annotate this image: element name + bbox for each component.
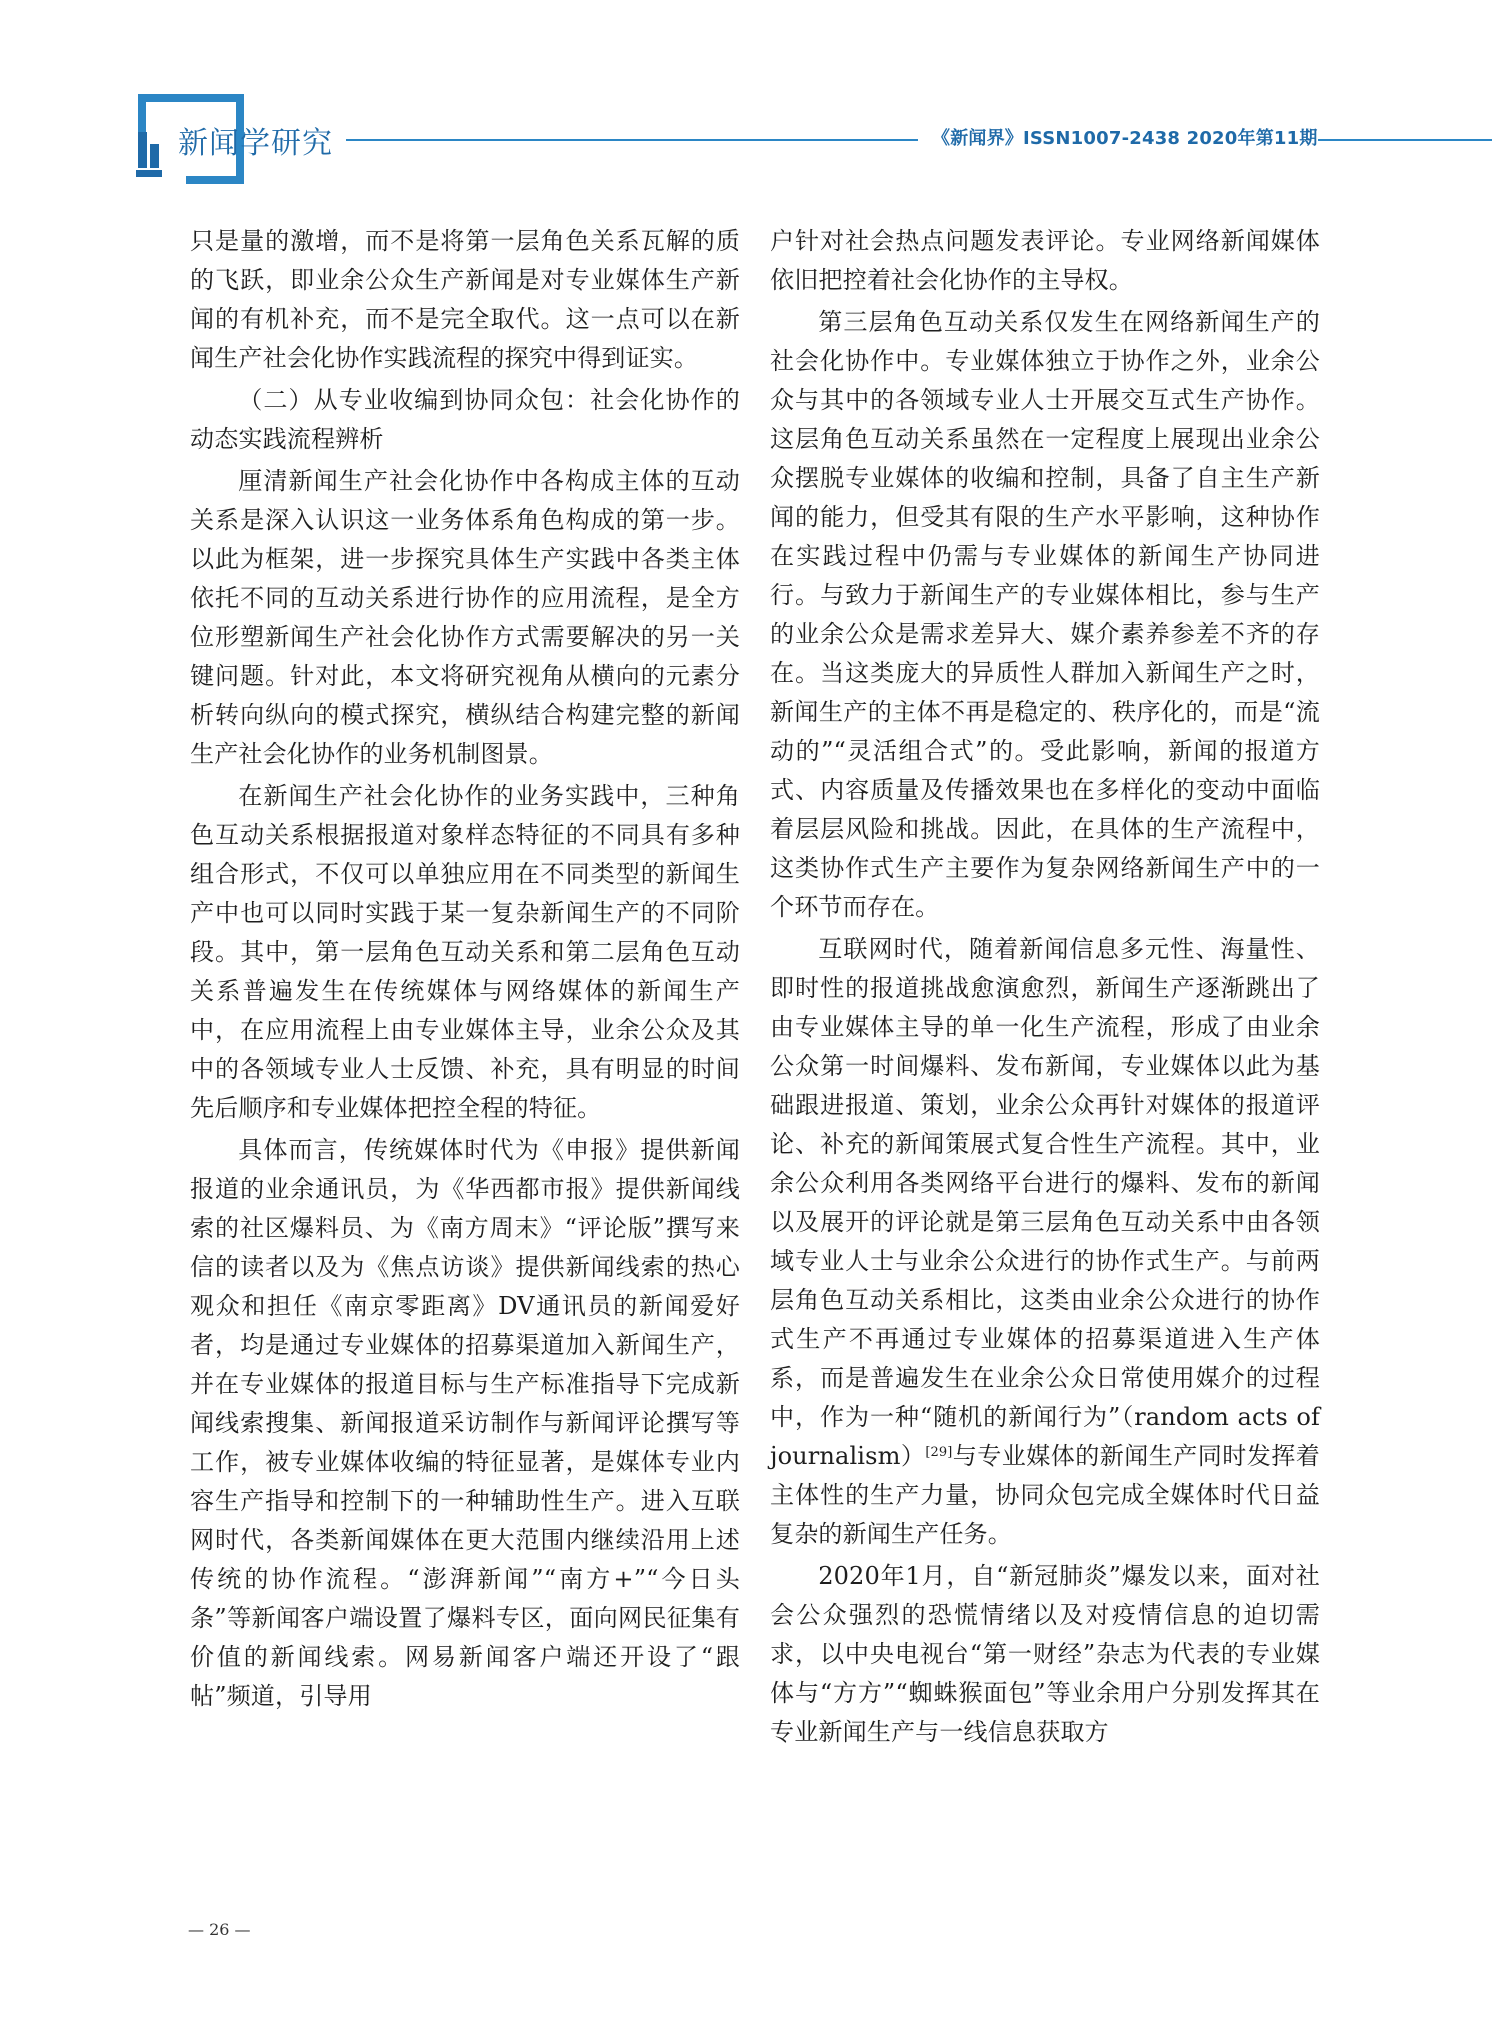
right-paragraph <box>770 930 1320 1554</box>
left-paragraph: 厘清新闻生产社会化协作中各构成主体的互动关系是深入认识这一业务体系角色构成的第一步。以此为框架，进一步探究具体生产实践中各类主体依托不同的互动关系进行协作的应用流程，是全方位形塑新闻生产社会化协作方式需要解决的另一关键问题。针对此，本文将研究视角从横向的元素分析转向纵向的模式探究，横纵结合构建完整的新闻生产社会化协作的业务机制图景。 <box>190 467 740 768</box>
header-rule-right <box>1318 139 1492 141</box>
right-column <box>770 222 1320 1752</box>
left-paragraph: 只是量的激增，而不是将第一层角色关系瓦解的质的飞跃，即业余公众生产新闻是对专业媒体生产新闻的有机补充，而不是完全取代。这一点可以在新闻生产社会化协作实践流程的探究中得到证实。 <box>190 227 740 372</box>
citation-ref: [29] <box>925 1445 953 1460</box>
left-column <box>190 222 740 1716</box>
header-rule-left <box>346 139 918 141</box>
left-paragraph: 具体而言，传统媒体时代为《申报》提供新闻报道的业余通讯员，为《华西都市报》提供新闻线索的社区爆料员、为《南方周末》“评论版”撰写来信的读者以及为《焦点访谈》提供新闻线索的热心观众和担任《南京零距离》DV通讯员的新闻爱好者，均是通过专业媒体的招募渠道加入新闻生产，并在专业媒体的报道目标与生产标准指导下完成新闻线索搜集、新闻报道采访制作与新闻评论撰写等工作，被专业媒体收编的特征显著，是媒体专业内容生产指导和控制下的一种辅助性生产。进入互联网时代，各类新闻媒体在更大范围内继续沿用上述传统的协作流程。“澎湃新闻”“南方+”“今日头条”等新闻客户端设置了爆料专区，面向网民征集有价值的新闻线索。网易新闻客户端还开设了“跟帖”频道，引导用 <box>190 1136 740 1710</box>
right-paragraph: 2020年1月，自“新冠肺炎”爆发以来，面对社会公众强烈的恐慌情绪以及对疫情信息的迫切需求，以中央电视台“第一财经”杂志为代表的专业媒体与“方方”“蜘蛛猴面包”等业余用户分别发挥其在专业新闻生产与一线信息获取方 <box>770 1562 1320 1746</box>
right-paragraph: 第三层角色互动关系仅发生在网络新闻生产的社会化协作中。专业媒体独立于协作之外，业余公众与其中的各领域专业人士开展交互式生产协作。这层角色互动关系虽然在一定程度上展现出业余公众摆脱专业媒体的收编和控制，具备了自主生产新闻的能力，但受其有限的生产水平影响，这种协作在实践过程中仍需与专业媒体的新闻生产协同进行。与致力于新闻生产的专业媒体相比，参与生产的业余公众是需求差异大、媒介素养参差不齐的存在。当这类庞大的异质性人群加入新闻生产之时，新闻生产的主体不再是稳定的、秩序化的，而是“流动的”“灵活组合式”的。受此影响，新闻的报道方式、内容质量及传播效果也在多样化的变动中面临着层层风险和挑战。因此，在具体的生产流程中，这类协作式生产主要作为复杂网络新闻生产中的一个环节而存在。 <box>770 308 1320 921</box>
subsection-heading: （二）从专业收编到协同众包：社会化协作的动态实践流程辨析 <box>190 386 740 453</box>
right-paragraph-text: 与专业媒体的新闻生产同时发挥着主体性的生产力量，协同众包完成全媒体时代日益复杂的新闻生产任务。 <box>770 1442 1320 1548</box>
page-number: — 26 — <box>188 1920 251 1939</box>
left-paragraph: 在新闻生产社会化协作的业务实践中，三种角色互动关系根据报道对象样态特征的不同具有多种组合形式，不仅可以单独应用在不同类型的新闻生产中也可以同时实践于某一复杂新闻生产的不同阶段。其中，第一层角色互动关系和第二层角色互动关系普遍发生在传统媒体与网络媒体的新闻生产中，在应用流程上由专业媒体主导，业余公众及其中的各领域专业人士反馈、补充，具有明显的时间先后顺序和专业媒体把控全程的特征。 <box>190 782 740 1122</box>
right-paragraph-text: 互联网时代，随着新闻信息多元性、海量性、即时性的报道挑战愈演愈烈，新闻生产逐渐跳出了由专业媒体主导的单一化生产流程，形成了由业余公众第一时间爆料、发布新闻，专业媒体以此为基础跟进报道、策划，业余公众再针对媒体的报道评论、补充的新闻策展式复合性生产流程。其中，业余公众利用各类网络平台进行的爆料、发布的新闻以及展开的评论就是第三层角色互动关系中由各领域专业人士与业余公众进行的协作式生产。与前两层角色互动关系相比，这类由业余公众进行的协作式生产不再通过专业媒体的招募渠道进入生产体系，而是普遍发生在业余公众日常使用媒介的过程中，作为一种“随机的新闻行为”（random acts of journalism） <box>770 935 1320 1470</box>
journal-info: 《新闻界》ISSN1007-2438 2020年第11期 <box>932 128 1318 149</box>
section-title: 新闻学研究 <box>178 126 333 161</box>
right-paragraph: 户针对社会热点问题发表评论。专业网络新闻媒体依旧把控着社会化协作的主导权。 <box>770 227 1320 294</box>
